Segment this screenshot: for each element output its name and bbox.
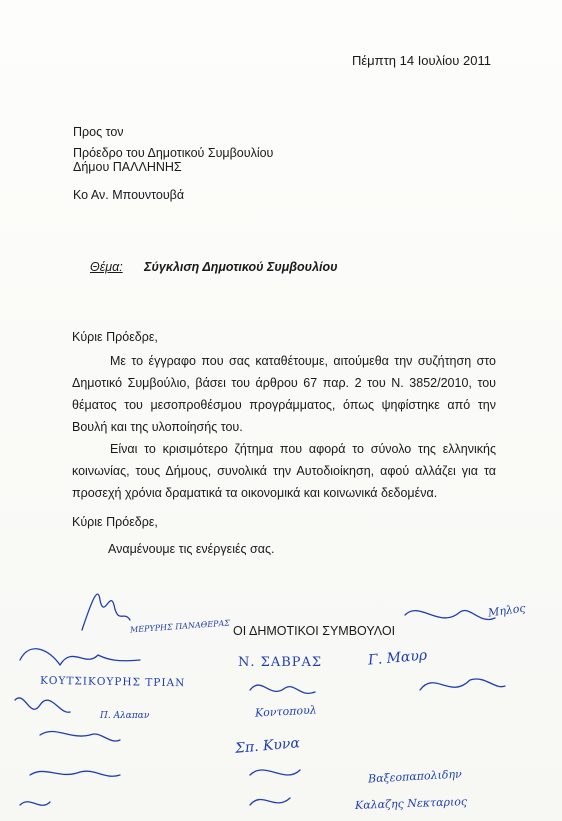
subject-text: Σύγκλιση Δημοτικού Συμβουλίου (144, 260, 338, 274)
body-paragraph: Είναι το κρισιμότερο ζήτημα που αφορά το σύνολο της ελληνικής κοινωνίας, τους Δήμους, συνολικά την Αυτοδιοίκηση, αφού αλλάζει για τα προσεχή χρόνια δραματικά τα οικονομικά και κοινωνικά δεδομένα. (72, 442, 496, 500)
signature-mark (30, 771, 120, 776)
signatories-heading: ΟΙ ΔΗΜΟΤΙΚΟΙ ΣΥΜΒΟΥΛΟΙ (233, 624, 396, 638)
signature-mark (20, 802, 50, 806)
signature-mark (15, 698, 70, 712)
signature-mark (20, 649, 140, 665)
signature-name: ΚΟΥΤΣΙΚΟΥΡΗΣ ΤΡΙΑΝ (39, 674, 186, 690)
signature-name: Σπ. Κυνα (234, 735, 301, 757)
signature-name: Γ. Μαυρ (367, 647, 428, 669)
closing-line: Αναμένουμε τις ενέργειές σας. (108, 542, 275, 556)
signature-mark (420, 679, 505, 690)
signature-name: Π. Αλαπαν (100, 711, 150, 721)
recipient-line: Προς τον (73, 125, 124, 139)
signature-mark (405, 610, 495, 619)
signature-mark (250, 770, 300, 775)
signature-mark (250, 685, 315, 693)
recipient-line: Δήμου ΠΑΛΛΗΝΗΣ (73, 160, 182, 174)
signature-name: Καλαζης Νεκταριος (354, 795, 468, 812)
signature-name: Μηλος (487, 601, 527, 620)
signature-mark (40, 731, 120, 741)
signature-mark (82, 594, 130, 630)
signature-mark (250, 798, 290, 805)
closing-salutation: Κύριε Πρόεδρε, (72, 515, 158, 529)
recipient-line: Κο Αν. Μπουντουβά (73, 188, 185, 202)
salutation: Κύριε Πρόεδρε, (72, 330, 158, 344)
subject-label: Θέμα: (90, 260, 123, 274)
letter-date: Πέμπτη 14 Ιουλίου 2011 (352, 53, 491, 68)
recipient-line: Πρόεδρο του Δημοτικού Συμβουλίου (73, 146, 274, 160)
signature-name: Κοντοπουλ (254, 703, 318, 720)
signature-name: Βαξεοπαπολιδην (367, 767, 463, 786)
body-paragraph: Με το έγγραφο που σας καταθέτουμε, αιτούμεθα την συζήτηση στο Δημοτικό Συμβούλιο, βάσει του άρθρου 67 παρ. 2 του Ν. 3852/2010, του θέματος του μεσοπροθέσμου προγράμματος, όπως ψηφίστηκε από την Βουλή και της υλοποίησής του. (72, 354, 496, 434)
signature-name: ΜΕΡΥΡΗΣ ΠΑΝΑΘΕΡΑΣ (129, 618, 231, 635)
signature-name: Ν. ΣΑΒΡΑΣ (238, 655, 323, 670)
